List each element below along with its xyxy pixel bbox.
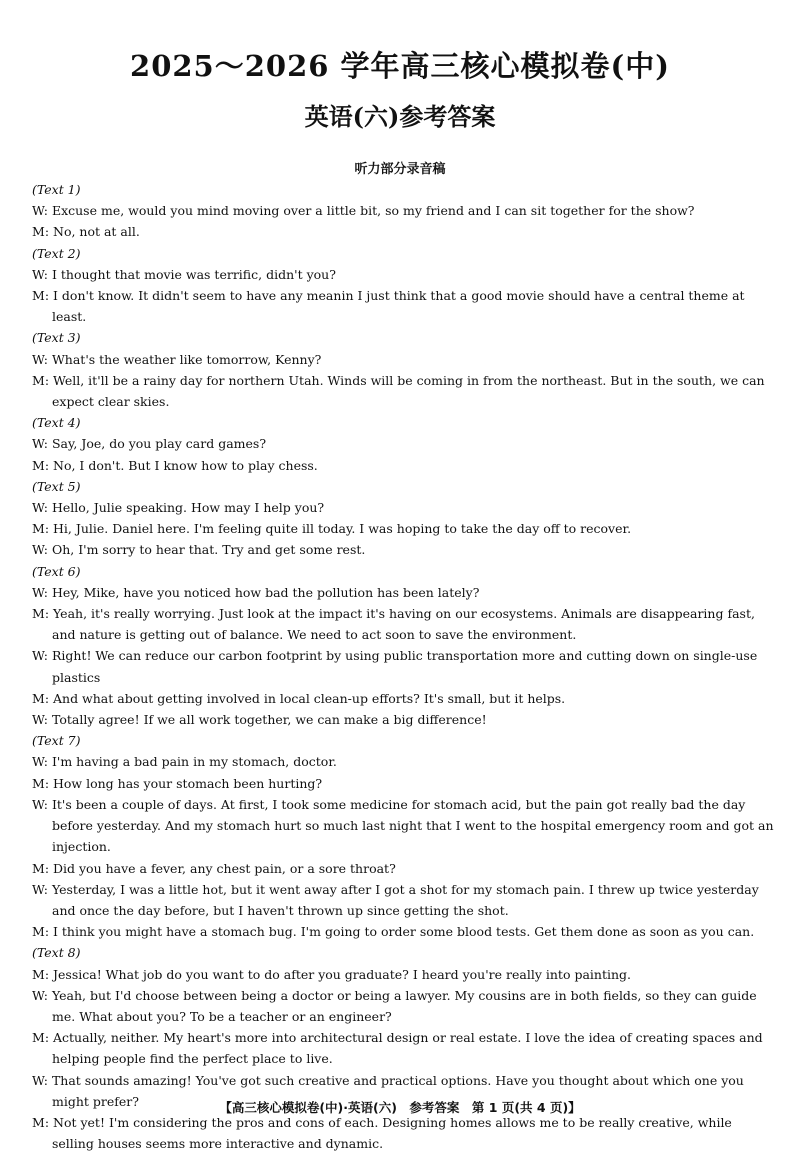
- dialogue-text: That sounds amazing! You've got such creative and practical options. Have you thought about which one you might prefer?: [51, 1072, 744, 1109]
- page-footer: 【高三核心模拟卷(中)·英语(六) 参考答案 第 1 页(共 4 页)】: [219, 1100, 581, 1115]
- text-label: (Text 6): [32, 563, 81, 579]
- dialogue-line: W: It's been a couple of days. At first, I took some medicine for stomach acid, but the pain got really bad the day before yesterday. And my stomach hurt so much last night that I went to the hospital emergency room and got an injection.: [32, 796, 774, 855]
- speaker-label: W: [32, 648, 44, 664]
- dialogue-line: W: Right! We can reduce our carbon footprint by using public transportation more and cutting down on single-use plastics: [32, 648, 758, 685]
- speaker-label: M: [32, 924, 45, 940]
- dialogue-line: W: That sounds amazing! You've got such creative and practical options. Have you thought about which one you might prefer?: [32, 1072, 744, 1109]
- speaker-label: W: [32, 584, 44, 600]
- dialogue-text: Yeah, but I'd choose between being a doctor or being a lawyer. My cousins are in both fields, so they can guide me. What about you? To be a teacher or an engineer?: [51, 987, 757, 1024]
- dialogue-text: I'm having a bad pain in my stomach, doctor.: [51, 754, 337, 770]
- dialogue-text: Hello, Julie speaking. How may I help you?: [51, 500, 325, 516]
- dialogue-text: It's been a couple of days. At first, I took some medicine for stomach acid, but the pain got really bad the day before yesterday. And my stomach hurt so much last night that I went to the hospital emergency room and got an injection.: [51, 796, 774, 855]
- speaker-label: M: [32, 775, 45, 791]
- dialogue-line: M: Did you have a fever, any chest pain, or a sore throat?: [32, 860, 396, 876]
- dialogue-text: And what about getting involved in local clean-up efforts? It's small, but it helps.: [53, 690, 566, 706]
- speaker-label: M: [32, 690, 45, 706]
- dialogue-text: I thought that movie was terrific, didn't you?: [51, 266, 336, 282]
- speaker-label: M: [32, 224, 45, 240]
- dialogue-text: Totally agree! If we all work together, we can make a big difference!: [51, 712, 487, 728]
- speaker-label: M: [32, 1114, 45, 1130]
- dialogue-line: M: No, I don't. But I know how to play chess.: [32, 457, 318, 473]
- dialogue-text: Say, Joe, do you play card games?: [51, 436, 267, 452]
- dialogue-text: No, I don't. But I know how to play chess.: [53, 457, 318, 473]
- dialogue-text: No, not at all.: [53, 224, 140, 240]
- text-label: (Text 4): [32, 415, 81, 431]
- speaker-label: M: [32, 1030, 45, 1046]
- dialogue-line: M: Not yet! I'm considering the pros and cons of each. Designing homes allows me to be really creative, while selling houses seems more interactive and dynamic.: [32, 1114, 732, 1152]
- text-label: (Text 8): [32, 945, 81, 961]
- dialogue-text: Actually, neither. My heart's more into architectural design or real estate. I love the idea of creating spaces and helping people find the perfect place to live.: [52, 1030, 763, 1067]
- speaker-label: M: [32, 457, 45, 473]
- transcript-body: [32, 179, 776, 1154]
- dialogue-line: M: Well, it'll be a rainy day for northern Utah. Winds will be coming in from the northeast. But in the south, we can expect clear skies.: [32, 372, 765, 410]
- speaker-label: W: [32, 754, 44, 770]
- dialogue-text: Jessica! What job do you want to do after you graduate? I heard you're really into painting.: [53, 966, 631, 982]
- speaker-label: W: [32, 266, 44, 282]
- text-label: (Text 3): [32, 330, 81, 346]
- dialogue-line: M: I don't know. It didn't seem to have any meanin I just think that a good movie should have a central theme at least.: [32, 288, 745, 325]
- dialogue-text: Yesterday, I was a little hot, but it went away after I got a shot for my stomach pain. I threw up twice yesterday and once the day before, but I haven't thrown up since getting the shot.: [51, 881, 759, 918]
- speaker-label: W: [32, 881, 44, 897]
- speaker-label: M: [32, 860, 45, 876]
- dialogue-line: M: How long has your stomach been hurting?: [32, 775, 323, 791]
- dialogue-text: Yeah, it's really worrying. Just look at the impact it's having on our ecosystems. Animals are disappearing fast, and nature is getting out of balance. We need to act soon to save the environment.: [52, 606, 755, 643]
- dialogue-line: M: And what about getting involved in local clean-up efforts? It's small, but it helps.: [32, 690, 566, 706]
- text-label: (Text 1): [32, 182, 81, 197]
- dialogue-text: I don't know. It didn't seem to have any meanin I just think that a good movie should have a central theme at least.: [52, 288, 745, 325]
- speaker-label: W: [32, 351, 44, 367]
- dialogue-line: M: Yeah, it's really worrying. Just look at the impact it's having on our ecosystems. Animals are disappearing fast, and nature is getting out of balance. We need to act soon to save the environment.: [32, 606, 755, 643]
- dialogue-line: M: Jessica! What job do you want to do after you graduate? I heard you're really into painting.: [32, 966, 631, 982]
- dialogue-line: M: No, not at all.: [32, 224, 140, 240]
- dialogue-line: M: I think you might have a stomach bug. I'm going to order some blood tests. Get them done as soon as you can.: [32, 924, 755, 940]
- speaker-label: W: [32, 1072, 44, 1088]
- dialogue-line: W: Oh, I'm sorry to hear that. Try and get some rest.: [32, 542, 366, 558]
- text-label: (Text 5): [32, 478, 81, 494]
- dialogue-text: Excuse me, would you mind moving over a little bit, so my friend and I can sit together for the show?: [51, 203, 695, 219]
- dialogue-line: W: I thought that movie was terrific, didn't you?: [32, 266, 336, 282]
- text-label: (Text 7): [32, 733, 81, 749]
- dialogue-line: M: Hi, Julie. Daniel here. I'm feeling quite ill today. I was hoping to take the day off to recover.: [32, 521, 632, 537]
- dialogue-line: W: What's the weather like tomorrow, Kenny?: [32, 351, 322, 367]
- dialogue-text: Well, it'll be a rainy day for northern Utah. Winds will be coming in from the northeast. But in the south, we can expect clear skies.: [52, 372, 765, 410]
- dialogue-line: W: Say, Joe, do you play card games?: [32, 436, 267, 452]
- dialogue-line: W: Hello, Julie speaking. How may I help you?: [32, 500, 325, 516]
- speaker-label: W: [32, 203, 44, 219]
- speaker-label: M: [32, 288, 45, 304]
- dialogue-text: I think you might have a stomach bug. I'm going to order some blood tests. Get them done as soon as you can.: [53, 924, 755, 940]
- dialogue-text: How long has your stomach been hurting?: [53, 775, 323, 791]
- speaker-label: W: [32, 542, 44, 558]
- dialogue-line: W: Excuse me, would you mind moving over a little bit, so my friend and I can sit together for the show?: [32, 203, 695, 219]
- page-title: 2025～2026 学年高三核心模拟卷(中): [130, 49, 670, 83]
- dialogue-text: Right! We can reduce our carbon footprint by using public transportation more and cutting down on single-use plastics: [51, 648, 758, 685]
- speaker-label: M: [32, 966, 45, 982]
- speaker-label: W: [32, 712, 44, 728]
- dialogue-text: Oh, I'm sorry to hear that. Try and get some rest.: [51, 542, 366, 558]
- speaker-label: W: [32, 796, 44, 812]
- dialogue-text: Did you have a fever, any chest pain, or a sore throat?: [53, 860, 396, 876]
- dialogue-line: W: Hey, Mike, have you noticed how bad the pollution has been lately?: [32, 584, 480, 600]
- dialogue-line: W: Yeah, but I'd choose between being a doctor or being a lawyer. My cousins are in both fields, so they can guide me. What about you? To be a teacher or an engineer?: [32, 987, 757, 1024]
- speaker-label: W: [32, 500, 44, 516]
- dialogue-text: Hey, Mike, have you noticed how bad the pollution has been lately?: [51, 584, 480, 600]
- dialogue-line: W: Yesterday, I was a little hot, but it went away after I got a shot for my stomach pain. I threw up twice yesterday and once the day before, but I haven't thrown up since getting the shot.: [32, 881, 759, 918]
- dialogue-text: Hi, Julie. Daniel here. I'm feeling quite ill today. I was hoping to take the day off to recover.: [53, 521, 632, 537]
- speaker-label: W: [32, 987, 44, 1003]
- speaker-label: M: [32, 372, 45, 388]
- section-heading: 听力部分录音稿: [354, 162, 446, 177]
- dialogue-line: W: I'm having a bad pain in my stomach, doctor.: [32, 754, 337, 770]
- dialogue-text: What's the weather like tomorrow, Kenny?: [51, 351, 322, 367]
- dialogue-line: W: Totally agree! If we all work together, we can make a big difference!: [32, 712, 487, 728]
- dialogue-line: M: Actually, neither. My heart's more into architectural design or real estate. I love the idea of creating spaces and helping people find the perfect place to live.: [32, 1030, 763, 1067]
- dialogue-text: Not yet! I'm considering the pros and cons of each. Designing homes allows me to be really creative, while selling houses seems more interactive and dynamic.: [52, 1114, 732, 1152]
- speaker-label: M: [32, 521, 45, 537]
- speaker-label: M: [32, 606, 45, 622]
- page-subtitle: 英语(六)参考答案: [304, 102, 496, 131]
- text-label: (Text 2): [32, 245, 81, 261]
- speaker-label: W: [32, 436, 44, 452]
